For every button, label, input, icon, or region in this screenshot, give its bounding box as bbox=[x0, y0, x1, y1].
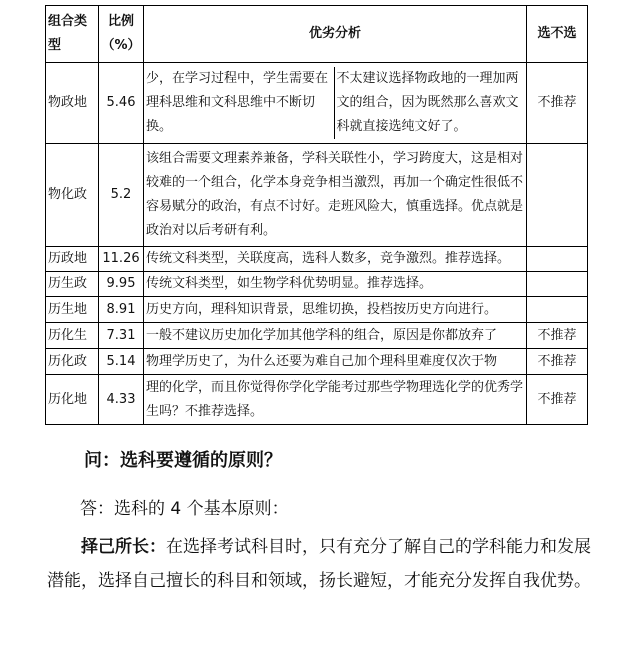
header-percentage: 比例（%） bbox=[99, 6, 144, 63]
cell-percentage: 7.31 bbox=[99, 323, 144, 349]
cell-analysis: 历史方向，理科知识背景，思维切换，投档按历史方向进行。 bbox=[144, 297, 527, 323]
table-row bbox=[46, 272, 588, 297]
cell-type: 物化政 bbox=[46, 144, 99, 247]
table-row bbox=[46, 297, 588, 323]
cell-verdict: 不推荐 bbox=[527, 349, 588, 375]
cell-type: 历化生 bbox=[46, 323, 99, 349]
cell-type: 历生政 bbox=[46, 272, 99, 297]
cell-type: 物政地 bbox=[46, 63, 99, 144]
question-heading: 问：选科要遵循的原则？ bbox=[84, 450, 282, 471]
cell-type: 历化政 bbox=[46, 349, 99, 375]
table-row bbox=[46, 375, 588, 425]
table-row bbox=[46, 349, 588, 375]
cell-percentage: 9.95 bbox=[99, 272, 144, 297]
cell-verdict: 不推荐 bbox=[527, 323, 588, 349]
principle-lead: 择己所长： bbox=[81, 537, 166, 557]
principle-paragraph bbox=[47, 530, 607, 598]
header-type: 组合类型 bbox=[46, 6, 99, 63]
cell-percentage: 8.91 bbox=[99, 297, 144, 323]
cell-analysis: 传统文科类型，如生物学科优势明显。推荐选择。 bbox=[144, 272, 527, 297]
cell-verdict bbox=[527, 297, 588, 323]
cell-analysis bbox=[144, 63, 527, 144]
cell-analysis: 物理学历史了，为什么还要为难自己加个理科里难度仅次于物 bbox=[144, 349, 527, 375]
cell-analysis: 一般不建议历史加化学加其他学科的组合，原因是你都放弃了 bbox=[144, 323, 527, 349]
cell-verdict bbox=[527, 272, 588, 297]
cell-verdict bbox=[527, 144, 588, 247]
cell-analysis: 传统文科类型，关联度高，选科人数多，竞争激烈。推荐选择。 bbox=[144, 247, 527, 272]
analysis-left: 少，在学习过程中，学生需要在理科思维和文科思维中不断切换。 bbox=[146, 71, 329, 134]
cell-percentage: 5.46 bbox=[99, 63, 144, 144]
cell-percentage: 5.2 bbox=[99, 144, 144, 247]
header-verdict: 选不选 bbox=[527, 6, 588, 63]
answer-line: 答：选科的 4 个基本原则： bbox=[80, 499, 289, 519]
cell-type: 历生地 bbox=[46, 297, 99, 323]
table-row bbox=[46, 323, 588, 349]
header-analysis: 优劣分析 bbox=[144, 6, 527, 63]
analysis-right: 不太建议选择物政地的一理加两文的组合，因为既然那么喜欢文科就直接选纯文好了。 bbox=[334, 67, 525, 139]
table-row bbox=[46, 144, 588, 247]
cell-percentage: 11.26 bbox=[99, 247, 144, 272]
cell-verdict bbox=[527, 247, 588, 272]
cell-verdict: 不推荐 bbox=[527, 375, 588, 425]
principle-text: 在选择考试科目时，只有充分了解自己的学科能力和发展潜能，选择自己擅长的科目和领域，扬长避短，才能充分发挥自我优势。 bbox=[47, 537, 591, 591]
subject-combination-table bbox=[45, 5, 588, 425]
table-header-row bbox=[46, 6, 588, 63]
cell-percentage: 4.33 bbox=[99, 375, 144, 425]
cell-analysis: 该组合需要文理素养兼备，学科关联性小，学习跨度大，这是相对较难的一个组合，化学本身竞争相当激烈，再加一个确定性很低不容易赋分的政治，有点不讨好。走班风险大，慎重选择。优点就是政治对以后考研有利。 bbox=[144, 144, 527, 247]
cell-percentage: 5.14 bbox=[99, 349, 144, 375]
cell-type: 历政地 bbox=[46, 247, 99, 272]
cell-verdict: 不推荐 bbox=[527, 63, 588, 144]
cell-analysis: 理的化学，而且你觉得你学化学能考过那些学物理选化学的优秀学生吗？不推荐选择。 bbox=[144, 375, 527, 425]
table-row bbox=[46, 247, 588, 272]
table-row bbox=[46, 63, 588, 144]
cell-type: 历化地 bbox=[46, 375, 99, 425]
